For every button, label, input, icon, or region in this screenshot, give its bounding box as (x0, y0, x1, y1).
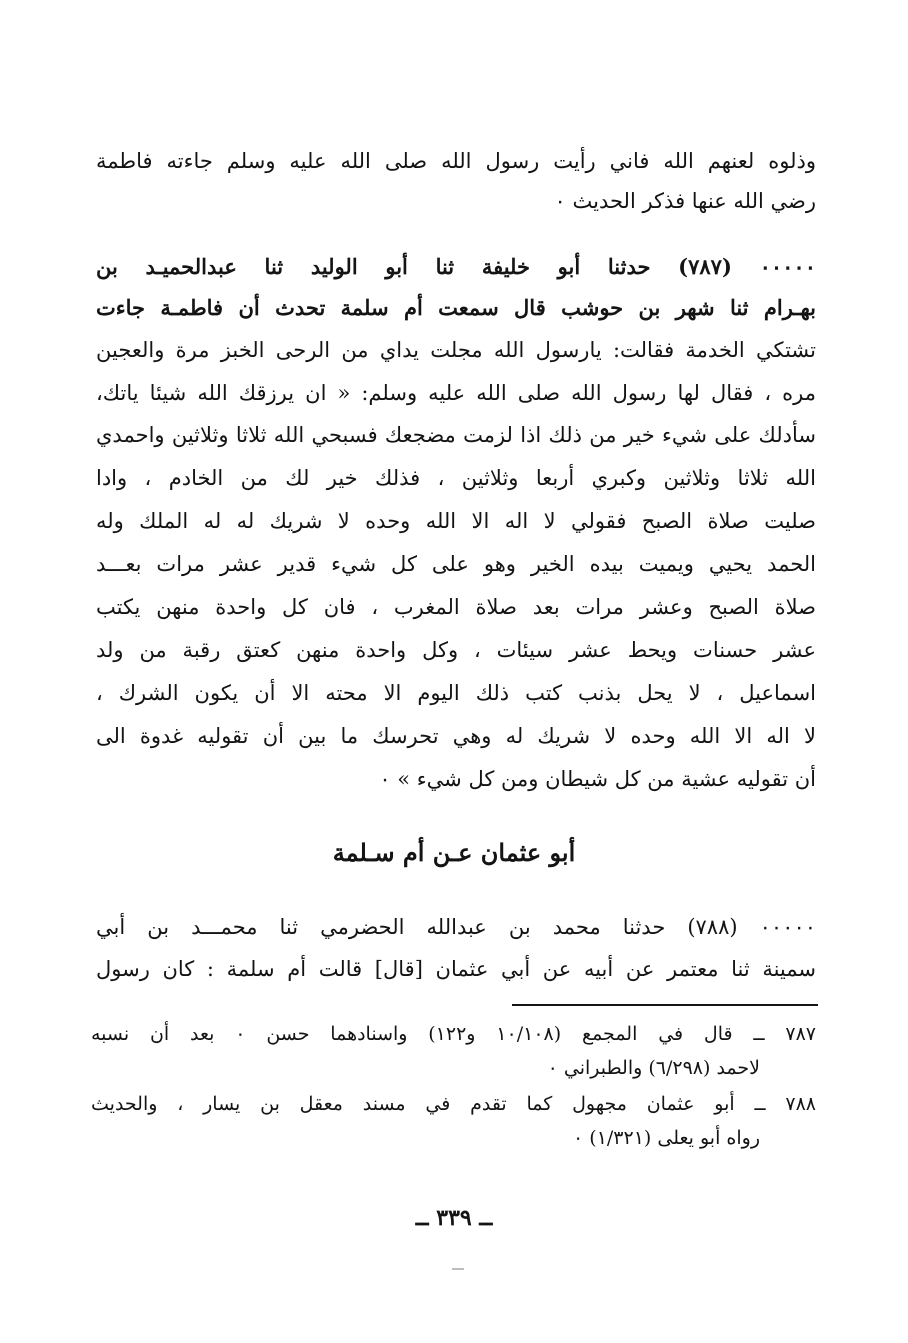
body-line-3: ٠٠٠٠٠ (٧٨٧) حدثنا أبو خليفة ثنا أبو الوليد ثنا عبدالحميـد بن (96, 254, 816, 279)
body-line-16: ٠٠٠٠٠ (٧٨٨) حدثنا محمد بن عبدالله الحضرمي ثنا محمـــد بن أبي (96, 915, 816, 939)
section-heading: أبو عثمان عـن أم سـلمة (332, 838, 576, 867)
page-number: ــ ٣٣٩ ــ (415, 1205, 493, 1231)
body-line-17: سمينة ثنا معتمر عن أبيه عن أبي عثمان [قال] قالت أم سلمة : كان رسول (96, 957, 816, 981)
body-line-1: وذلوه لعنهم الله فاني رأيت رسول الله صلى الله عليه وسلم جاءته فاطمة (96, 149, 816, 173)
body-line-12: عشر حسنات ويحط عشر سيئات ، وكل واحدة منهن كعتق رقبة من ولد (96, 638, 816, 662)
footnote-787-line-1: ٧٨٧ ــ قال في المجمع (١٠/١٠٨ و١٢٢) واسنادهما حسن ٠ بعد أن نسبه (91, 1023, 816, 1045)
body-line-4: بهـرام ثنا شهر بن حوشب قال سمعت أم سلمة تحدث أن فاطمـة جاءت (96, 295, 816, 320)
body-line-11: صلاة الصبح وعشر مرات بعد صلاة المغرب ، فان كل واحدة منهن يكتب (96, 595, 816, 619)
scan-mark (452, 1268, 464, 1270)
body-line-10: الحمد يحيي ويميت بيده الخير وهو على كل شيء قدير عشر مرات بعـــد (96, 552, 816, 576)
footnote-788-line-1: ٧٨٨ ــ أبو عثمان مجهول كما تقدم في مسند معقل بن يسار ، والحديث (91, 1093, 816, 1115)
footnote-788-line-2: رواه أبو يعلى (١/٣٢١) ٠ (573, 1127, 760, 1149)
body-line-13: اسماعيل ، لا يحل بذنب كتب ذلك اليوم الا محته الا أن يكون الشرك ، (96, 681, 816, 705)
body-line-7: سأدلك على شيء خير من ذلك اذا لزمت مضجعك فسبحي الله ثلاثا وثلاثين واحمدي (96, 423, 816, 447)
body-line-15: أن تقوليه عشية من كل شيطان ومن كل شيء » ٠ (379, 767, 816, 791)
footnote-787-line-2: لاحمد (٦/٢٩٨) والطبراني ٠ (547, 1057, 760, 1079)
body-line-6: مره ، فقال لها رسول الله صلى الله عليه وسلم: « ان يرزقك الله شيئا ياتك، (96, 381, 816, 405)
body-line-5: تشتكي الخدمة فقالت: يارسول الله مجلت يداي من الرحى الخبز مرة والعجين (96, 338, 816, 362)
body-line-14: لا اله الا الله وحده لا شريك له وهي تحرسك ما بين أن تقوليه غدوة الى (96, 724, 816, 748)
body-line-2: رضي الله عنها فذكر الحديث ٠ (554, 189, 816, 213)
footnote-separator (512, 1004, 818, 1006)
body-line-9: صليت صلاة الصبح فقولي لا اله الا الله وحده لا شريك له له الملك وله (96, 509, 816, 533)
body-line-8: الله ثلاثا وثلاثين وكبري أربعا وثلاثين ، فذلك خير لك من الخادم ، وادا (96, 466, 816, 490)
